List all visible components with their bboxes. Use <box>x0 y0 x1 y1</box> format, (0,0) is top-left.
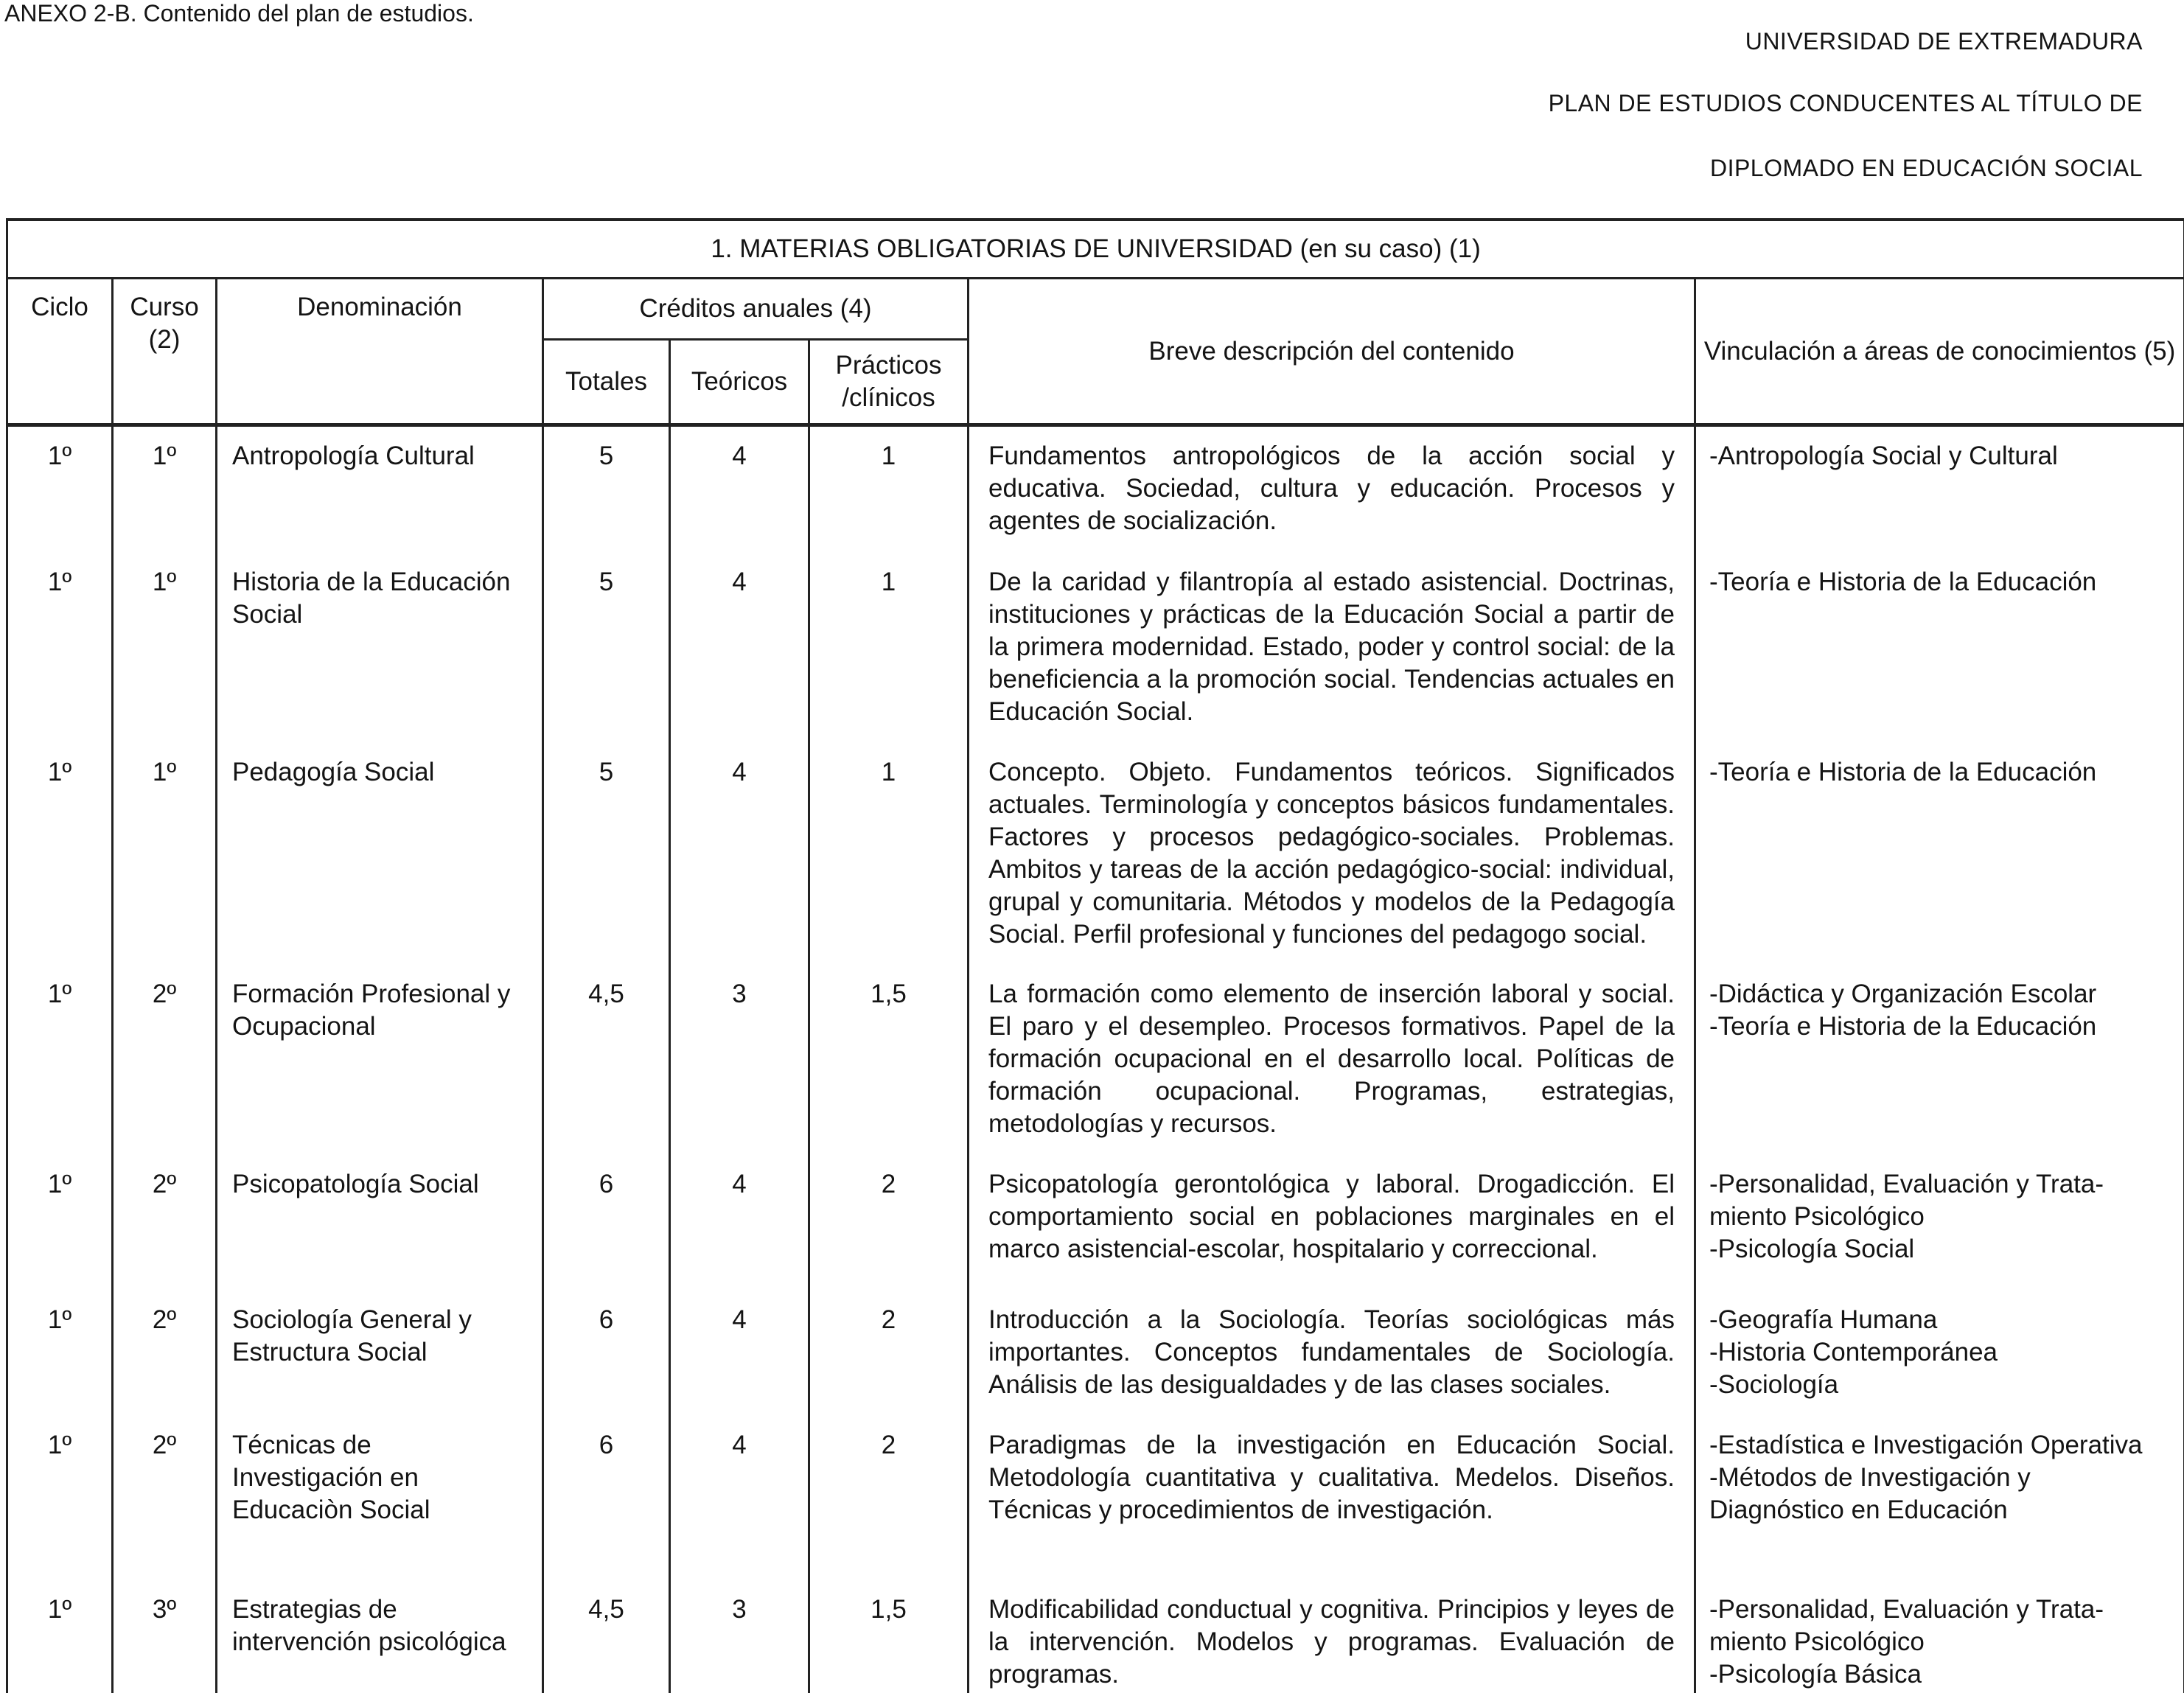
cell-areas <box>1695 1291 2184 1416</box>
cell-areas <box>1695 1580 2184 1693</box>
cell-areas <box>1695 965 2184 1155</box>
cell-totales: 5 <box>543 743 670 965</box>
table-row <box>7 1291 2184 1416</box>
cell-totales: 6 <box>543 1416 670 1580</box>
knowledge-area: -Métodos de Investigación y <box>1709 1462 2031 1492</box>
cell-practicos: 1 <box>809 743 969 965</box>
knowledge-area: -Historia Contemporánea <box>1709 1337 1998 1366</box>
plan-title-line2: DIPLOMADO EN EDUCACIÓN SOCIAL <box>1709 155 2143 181</box>
header-ciclo: Ciclo <box>7 279 113 425</box>
cell-teoricos: 3 <box>670 1580 809 1693</box>
header-practicos: Prácticos /clínicos <box>809 340 969 425</box>
cell-curso: 3º <box>113 1580 217 1693</box>
cell-totales: 5 <box>543 553 670 743</box>
cell-curso: 2º <box>113 1291 217 1416</box>
cell-totales: 4,5 <box>543 965 670 1155</box>
cell-areas <box>1695 425 2184 554</box>
cell-practicos: 1 <box>809 553 969 743</box>
cell-areas <box>1695 743 2184 965</box>
knowledge-area: -Personalidad, Evaluación y Trata- <box>1709 1169 2104 1198</box>
annex-title: ANEXO 2-B. Contenido del plan de estudios. <box>4 0 474 27</box>
table-row <box>7 965 2184 1155</box>
cell-practicos: 2 <box>809 1291 969 1416</box>
cell-curso: 2º <box>113 1416 217 1580</box>
knowledge-area: -Teoría e Historia de la Educación <box>1709 568 2097 597</box>
cell-curso: 1º <box>113 743 217 965</box>
cell-teoricos: 4 <box>670 743 809 965</box>
header-vinculacion: Vinculación a áreas de conocimientos (5) <box>1695 279 2184 425</box>
table-title: 1. MATERIAS OBLIGATORIAS DE UNIVERSIDAD (en su caso) (1) <box>7 220 2184 279</box>
cell-totales: 6 <box>543 1155 670 1291</box>
knowledge-area: -Psicología Social <box>1709 1234 1915 1263</box>
cell-denominacion: Pedagogía Social <box>217 743 543 965</box>
cell-ciclo: 1º <box>7 1580 113 1693</box>
cell-teoricos: 3 <box>670 965 809 1155</box>
cell-practicos: 2 <box>809 1416 969 1580</box>
header-totales: Totales <box>543 340 670 425</box>
cell-teoricos: 4 <box>670 1155 809 1291</box>
cell-curso: 2º <box>113 965 217 1155</box>
knowledge-area: -Teoría e Historia de la Educación <box>1709 1011 2097 1041</box>
knowledge-area: -Didáctica y Organización Escolar <box>1709 979 2097 1008</box>
knowledge-area: Diagnóstico en Educación <box>1709 1495 2008 1524</box>
cell-ciclo: 1º <box>7 553 113 743</box>
plan-title-line1: PLAN DE ESTUDIOS CONDUCENTES AL TÍTULO DE <box>1548 90 2143 116</box>
cell-ciclo: 1º <box>7 965 113 1155</box>
cell-areas <box>1695 1416 2184 1580</box>
cell-teoricos: 4 <box>670 553 809 743</box>
table-body <box>7 425 2184 1693</box>
cell-practicos: 1,5 <box>809 1580 969 1693</box>
cell-denominacion: Técnicas de Investigación en Educaciòn Social <box>217 1416 543 1580</box>
cell-areas <box>1695 1155 2184 1291</box>
cell-descripcion: De la caridad y filantropía al estado asistencial. Doctrinas, instituciones y prácticas de la Educación Social a partir de la primera modernidad. Estado, poder y control social: de la beneficiencia a la promoción social. Tendencias actuales en Educación Social. <box>969 553 1695 743</box>
cell-descripcion: Fundamentos antropológicos de la acción social y educativa. Sociedad, cultura y educación. Procesos y agentes de socialización. <box>969 425 1695 554</box>
header-denominacion: Denominación <box>217 279 543 425</box>
cell-teoricos: 4 <box>670 1291 809 1416</box>
cell-teoricos: 4 <box>670 1416 809 1580</box>
cell-denominacion: Historia de la Educación Social <box>217 553 543 743</box>
cell-practicos: 2 <box>809 1155 969 1291</box>
cell-denominacion: Sociología General y Estructura Social <box>217 1291 543 1416</box>
cell-teoricos: 4 <box>670 425 809 554</box>
knowledge-area: miento Psicológico <box>1709 1627 1925 1656</box>
cell-totales: 5 <box>543 425 670 554</box>
cell-curso: 2º <box>113 1155 217 1291</box>
header-teoricos: Teóricos <box>670 340 809 425</box>
cell-practicos: 1,5 <box>809 965 969 1155</box>
header-creditos: Créditos anuales (4) <box>543 279 969 340</box>
knowledge-area: -Psicología Básica <box>1709 1659 1922 1689</box>
cell-descripcion: Concepto. Objeto. Fundamentos teóricos. Significados actuales. Terminología y conceptos básicos fundamentales. Factores y procesos pedagógico-sociales. Problemas. Ambitos y tareas de la acción pedagógico-social: individual, grupal y comunitaria. Métodos y modelos de la Pedagogía Social. Perfil profesional y funciones del pedagogo social. <box>969 743 1695 965</box>
knowledge-area: -Geografía Humana <box>1709 1305 1938 1334</box>
knowledge-area: -Personalidad, Evaluación y Trata- <box>1709 1594 2104 1624</box>
knowledge-area: -Estadística e Investigación Operativa <box>1709 1430 2143 1459</box>
cell-ciclo: 1º <box>7 1291 113 1416</box>
cell-totales: 4,5 <box>543 1580 670 1693</box>
cell-curso: 1º <box>113 553 217 743</box>
table-row <box>7 743 2184 965</box>
subjects-table <box>6 218 2184 1693</box>
table-row <box>7 1580 2184 1693</box>
table-row <box>7 553 2184 743</box>
header-curso: Curso (2) <box>113 279 217 425</box>
knowledge-area: miento Psicológico <box>1709 1201 1925 1231</box>
knowledge-area: -Sociología <box>1709 1369 1839 1399</box>
header-descripcion: Breve descripción del contenido <box>969 279 1695 425</box>
table-row <box>7 1416 2184 1580</box>
cell-denominacion: Estrategias de intervención psicológica <box>217 1580 543 1693</box>
cell-denominacion: Formación Profesional y Ocupacional <box>217 965 543 1155</box>
cell-descripcion: La formación como elemento de inserción laboral y social. El paro y el desempleo. Procesos formativos. Papel de la formación ocupacional en el desarrollo local. Políticas de formación ocupacional. Programas, estrategias, metodologías y recursos. <box>969 965 1695 1155</box>
cell-descripcion: Introducción a la Sociología. Teorías sociológicas más importantes. Conceptos fundamentales de Sociología. Análisis de las desigualdades y de las clases sociales. <box>969 1291 1695 1416</box>
cell-ciclo: 1º <box>7 1416 113 1580</box>
cell-ciclo: 1º <box>7 743 113 965</box>
university-name: UNIVERSIDAD DE EXTREMADURA <box>1745 28 2143 55</box>
cell-ciclo: 1º <box>7 425 113 554</box>
cell-descripcion: Psicopatología gerontológica y laboral. Drogadicción. El comportamiento social en poblaciones marginales en el marco asistencial-escolar, hospitalario y correccional. <box>969 1155 1695 1291</box>
knowledge-area: -Teoría e Historia de la Educación <box>1709 758 2097 787</box>
cell-totales: 6 <box>543 1291 670 1416</box>
cell-denominacion: Psicopatología Social <box>217 1155 543 1291</box>
cell-descripcion: Paradigmas de la investigación en Educación Social. Metodología cuantitativa y cualitativa. Medelos. Diseños. Técnicas y procedimientos de investigación. <box>969 1416 1695 1580</box>
cell-curso: 1º <box>113 425 217 554</box>
table-row <box>7 425 2184 554</box>
cell-practicos: 1 <box>809 425 969 554</box>
cell-denominacion: Antropología Cultural <box>217 425 543 554</box>
table-row <box>7 1155 2184 1291</box>
knowledge-area: -Antropología Social y Cultural <box>1709 441 2058 470</box>
cell-areas <box>1695 553 2184 743</box>
cell-descripcion: Modificabilidad conductual y cognitiva. Principios y leyes de la intervención. Modelos y programas. Evaluación de programas. <box>969 1580 1695 1693</box>
cell-ciclo: 1º <box>7 1155 113 1291</box>
